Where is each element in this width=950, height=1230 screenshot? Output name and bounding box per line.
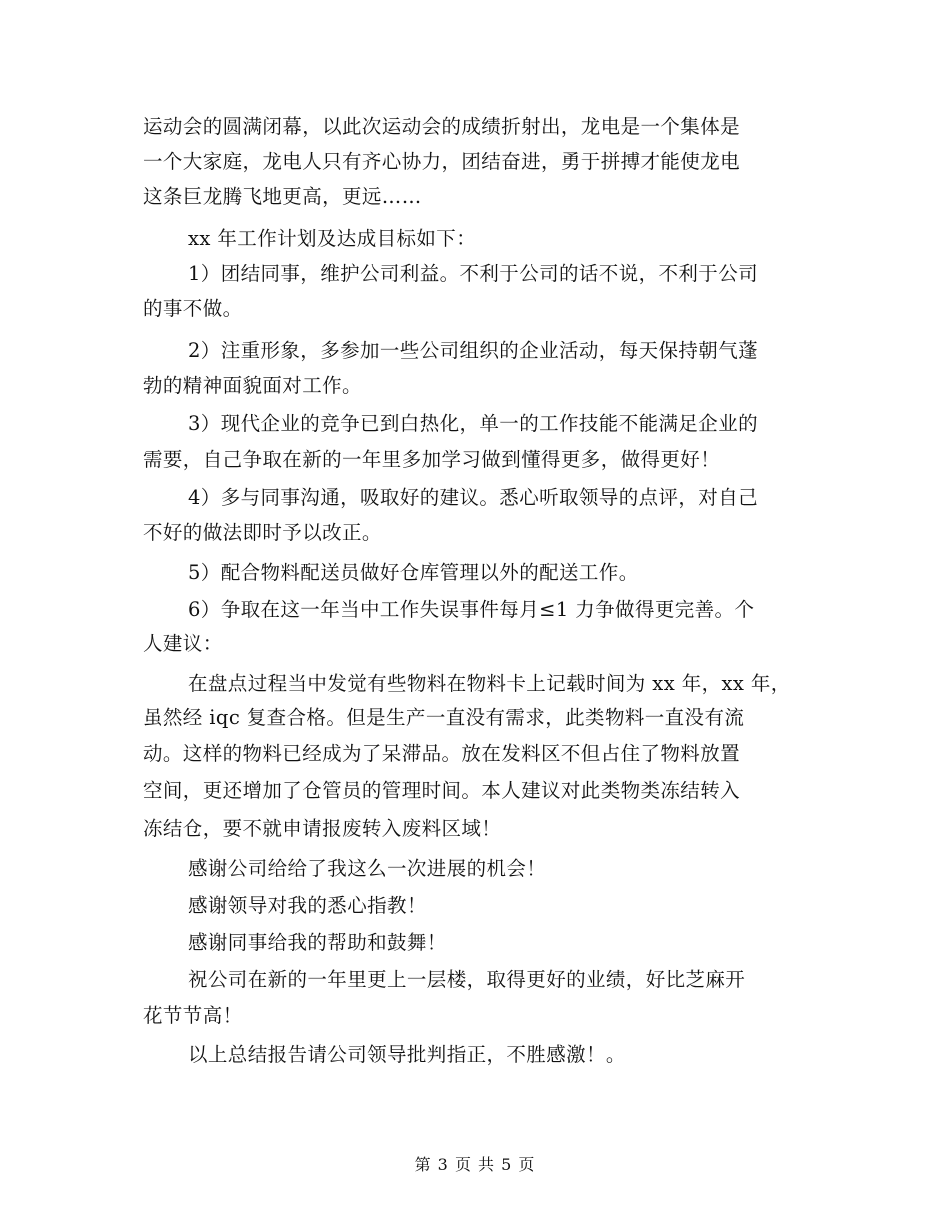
text-line: 虽然经 iqc 复查合格。但是生产一直没有需求，此类物料一直没有流 xyxy=(143,706,745,729)
text-line: 5）配合物料配送员做好仓库管理以外的配送工作。 xyxy=(188,561,639,584)
text-line: 需要，自己争取在新的一年里多加学习做到懂得更多，做得更好！ xyxy=(143,448,721,471)
text-line: 这条巨龙腾飞地更高，更远…… xyxy=(143,185,422,208)
text-line: 在盘点过程当中发觉有些物料在物料卡上记载时间为 xx 年，xx 年， xyxy=(188,672,791,695)
text-line: 不好的做法即时予以改正。 xyxy=(143,521,382,544)
text-line: 的事不做。 xyxy=(143,297,243,320)
text-line: 感谢公司给给了我这么一次进展的机会！ xyxy=(188,857,547,880)
page-number-footer: 第 3 页 共 5 页 xyxy=(414,1155,536,1174)
text-line: 1）团结同事，维护公司利益。不利于公司的话不说，不利于公司 xyxy=(188,262,759,285)
text-line: 感谢同事给我的帮助和鼓舞！ xyxy=(188,931,447,954)
text-line: 花节节高！ xyxy=(143,1004,243,1027)
text-line: 动。这样的物料已经成为了呆滞品。放在发料区不但占住了物料放置 xyxy=(143,742,741,765)
text-line: 冻结仓，要不就申请报废转入废料区域！ xyxy=(143,817,502,840)
text-line: 6）争取在这一年当中工作失误事件每月≤1 力争做得更完善。个 xyxy=(188,598,755,621)
text-line: 3）现代企业的竞争已到白热化，单一的工作技能不能满足企业的 xyxy=(188,412,759,435)
text-line: 一个大家庭，龙电人只有齐心协力，团结奋进，勇于拼搏才能使龙电 xyxy=(143,150,741,173)
text-line: 祝公司在新的一年里更上一层楼，取得更好的业绩，好比芝麻开 xyxy=(188,968,746,991)
text-line: 运动会的圆满闭幕，以此次运动会的成绩折射出，龙电是一个集体是 xyxy=(143,115,741,138)
text-line: 勃的精神面貌面对工作。 xyxy=(143,374,362,397)
text-line: 4）多与同事沟通，吸取好的建议。悉心听取领导的点评，对自己 xyxy=(188,486,759,509)
text-line: 人建议： xyxy=(143,632,223,655)
text-line: xx 年工作计划及达成目标如下： xyxy=(188,227,477,250)
text-line: 空间，更还增加了仓管员的管理时间。本人建议对此类物类冻结转入 xyxy=(143,779,741,802)
text-line: 以上总结报告请公司领导批判指正，不胜感激！。 xyxy=(188,1043,626,1066)
text-line: 2）注重形象，多参加一些公司组织的企业活动，每天保持朝气蓬 xyxy=(188,339,759,362)
text-line: 感谢领导对我的悉心指教！ xyxy=(188,894,427,917)
